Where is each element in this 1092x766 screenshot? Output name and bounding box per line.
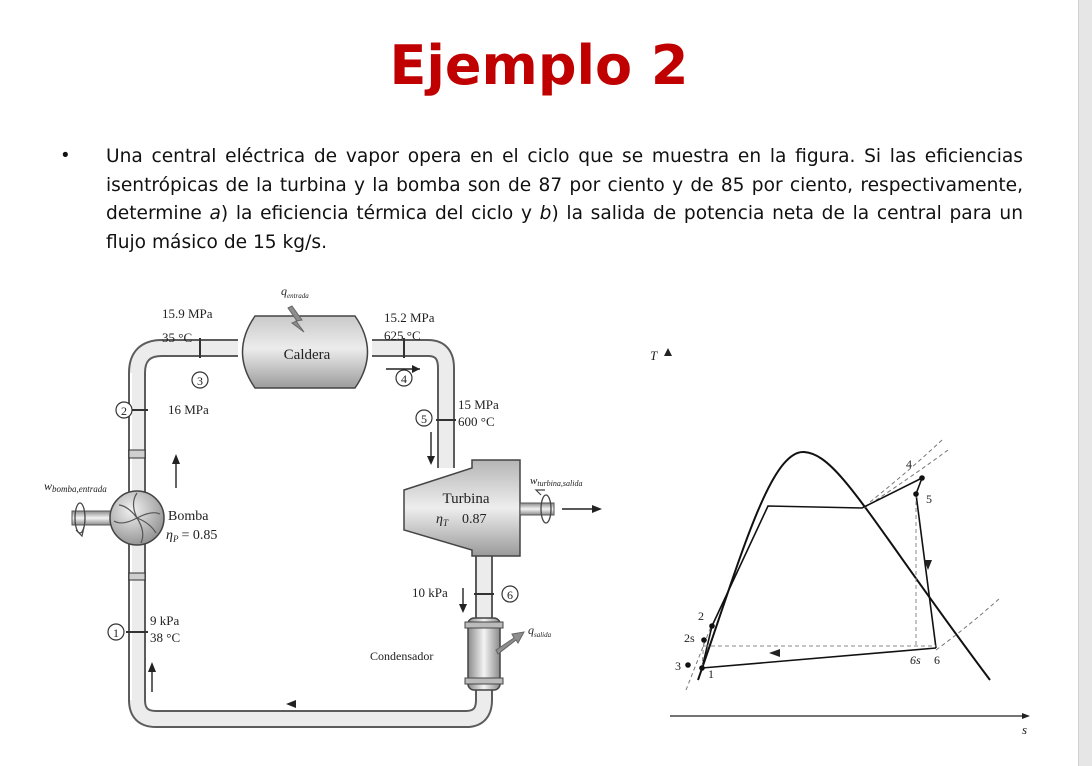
ts-diagram	[650, 340, 1040, 740]
turbine-work-label: wturbina,salida	[530, 475, 583, 488]
state-points	[685, 475, 925, 671]
ts-label-6: 6	[934, 653, 940, 667]
isobars	[686, 440, 1000, 690]
isentropic-lines	[702, 494, 936, 668]
ts-label-1: 1	[708, 667, 714, 681]
state1-temperature: 38 °C	[150, 630, 181, 645]
problem-statement	[106, 143, 1023, 257]
state5-temperature: 600 °C	[458, 414, 495, 429]
pump-work-label: wbomba,entrada	[44, 479, 107, 494]
ts-label-3: 3	[675, 659, 681, 673]
t-axis-label: T	[650, 348, 658, 363]
ts-label-2: 2	[698, 609, 704, 623]
pump-efficiency: $\eta_P = 0.85$	[166, 528, 218, 544]
statement-letter-a: a	[209, 203, 221, 224]
state3-pressure: 15.9 MPa	[162, 306, 213, 321]
condenser	[465, 618, 503, 690]
state4-number: 4	[401, 372, 407, 386]
state6-pressure: 10 kPa	[412, 585, 448, 600]
statement-part-1: Una central eléctrica de vapor opera en el ciclo que se muestra en la figura. Si las eficiencias isentrópicas de la turbina y la bomba son de 87 por ciento y de 85 por ciento, respectivamente, determine	[106, 146, 1023, 224]
turbine-efficiency: $\eta_T$ 0.87	[436, 512, 487, 528]
state4-pressure: 15.2 MPa	[384, 310, 435, 325]
bullet-marker: •	[62, 145, 69, 166]
s-axis-label: s	[1022, 722, 1028, 737]
boiler-label: Caldera	[283, 347, 331, 363]
ts-label-5: 5	[926, 492, 932, 506]
turbine-label: Turbina	[442, 491, 490, 507]
state2-number: 2	[121, 404, 127, 418]
state6-number: 6	[507, 588, 513, 602]
statement-part-3: ) la salida de potencia neta de la central para un flujo másico de 15 kg/s.	[106, 203, 1023, 253]
cycle-schematic	[40, 276, 640, 736]
ts-label-2s: 2s	[684, 631, 695, 645]
ts-label-6s: 6s	[910, 653, 921, 667]
condenser-label: Condensador	[370, 649, 434, 663]
state1-number: 1	[113, 626, 119, 640]
statement-part-2: ) la eficiencia térmica del ciclo y	[220, 203, 540, 224]
statement-letter-b: b	[539, 203, 552, 224]
pump	[72, 491, 164, 545]
state4-temperature: 625 °C	[384, 328, 421, 343]
state3-temperature: 35 °C	[162, 330, 193, 345]
state2-pressure: 16 MPa	[168, 402, 209, 417]
boiler	[243, 316, 368, 388]
state1-pressure: 9 kPa	[150, 613, 180, 628]
cycle-path	[702, 478, 936, 668]
state5-number: 5	[421, 412, 427, 426]
slide-title: Ejemplo 2	[389, 34, 689, 97]
state3-number: 3	[197, 374, 203, 388]
state5-pressure: 15 MPa	[458, 397, 499, 412]
heat-out-label: $q_{salida}$	[528, 623, 552, 639]
ts-label-4: 4	[906, 457, 912, 471]
heat-in-label: $q_{entrada}$	[281, 284, 309, 300]
scrollbar-track[interactable]	[1078, 0, 1092, 766]
pump-label: Bomba	[168, 509, 209, 524]
